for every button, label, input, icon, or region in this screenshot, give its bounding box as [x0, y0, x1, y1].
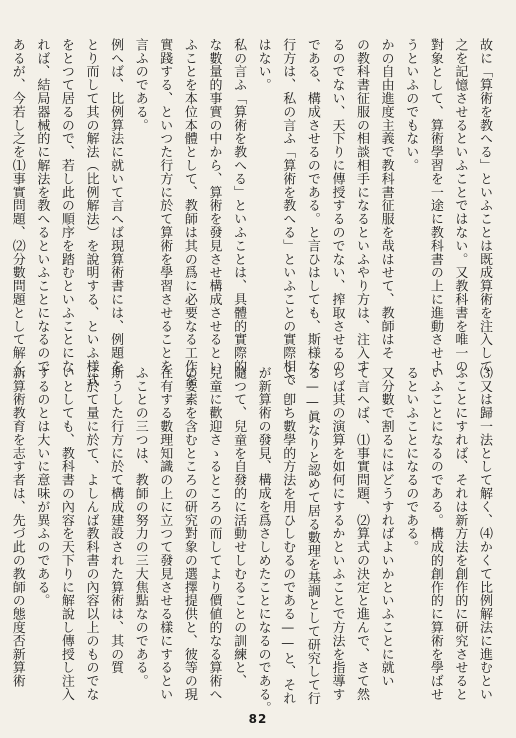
text-column: 對象として、算術學習を一途に教科書の上に進動させよ: [427, 38, 443, 373]
text-column: いとしても、教科書の內容を天下りに解說し傳授し注入: [58, 366, 74, 701]
text-column: ふことの三つは、教師の努力の三大焦點なのである。: [132, 366, 148, 688]
text-column: るのでない、天下りに傳授するのでない、搾取させるの: [329, 38, 345, 373]
text-column: 隨つて、兒童を自發的に活動せしむることの訓練と、: [231, 366, 247, 688]
text-column: である、構成させるのである。と言ひはしても、斯様な: [304, 38, 320, 373]
text-column: れば、結局器械的に解法を教へるといふことになるので: [34, 38, 50, 373]
text-column: とり而して其の解法（比例解法）を說明する、といふ様式: [83, 38, 99, 387]
upper-text-block: [9, 38, 496, 387]
text-column: 斯うした行方に於て構成建設された算術は、其の質: [108, 366, 124, 675]
text-column: するのとは大いに意味が異ふのである。: [34, 366, 50, 608]
text-column: く、卽ち數學的方法を用ひしむるのである——と、それ: [280, 366, 296, 705]
text-column: いふことになるのである。構成的創作的に算術を學ばせ: [427, 366, 443, 701]
text-column: らば其の演算を如何にするかといふことで方法を指導す: [329, 366, 345, 701]
text-column: をとつて居るので、若し此の順序を踏むといふことにな: [58, 38, 74, 373]
text-column: るといふことになるのである。: [403, 366, 419, 554]
text-column: 行方は、私の言ふ「算術を教へる」といふことの實際相で: [280, 38, 296, 387]
text-column: な數量的事實の中から、算術を發見させ構成させるとい: [206, 38, 222, 373]
text-column: 實踐する、といつた行方に於て算術を學習させることを: [157, 38, 173, 373]
text-column: の教科書征服の相談相手になるといふやり方は、注入す: [354, 38, 370, 373]
text-column: の要素を含むところの研究對象の選擇提供と、彼等の現: [181, 366, 197, 701]
text-column: ふことにすれば、それは新方法を創作的に研究させると: [452, 366, 468, 701]
text-column: かの自由進度主義で教科書征服を哉はせて、教師はそ: [378, 38, 394, 360]
text-column: 例へば、比例算法に就いて言へば現算術書には、例題を: [108, 38, 124, 373]
text-column: 新算術教育を志す者は、先づ此の教師の態度否新算術: [9, 366, 25, 688]
text-column: 之を記憶させるといふことではない。又教科書を唯一の: [452, 38, 468, 373]
text-column: 兒童に歡迎さゝるところの而してより價値的なる算術へ: [206, 366, 222, 701]
page-number: 82: [248, 712, 268, 726]
text-column: 私の言ふ「算術を教へる」といふことは、具體的實際的: [231, 38, 247, 373]
text-column: に於て量に於て、よしんば教科書の內容以上のものでな: [83, 366, 99, 701]
text-column: 又分數で割るにはどうすればよいかといふことに就い: [378, 366, 394, 688]
text-column: が新算術の發見、構成を爲さしめたことになるのである。: [255, 366, 271, 715]
text-column: 故に「算術を教へる」といふことは既成算術を注入して: [477, 38, 492, 373]
text-column: て言へば、⑴事實問題、⑵算式の決定と進んで、さて然: [354, 366, 370, 701]
text-column: 在有する數理知識の上に立つて發見させる樣にするとい: [157, 366, 173, 701]
text-column: 言ふのである。: [132, 38, 148, 132]
text-column: はない。: [255, 38, 271, 92]
lower-text-block: [9, 366, 496, 715]
text-column: うといふのでもない。: [403, 38, 419, 172]
text-column: ふことを本位本體として、教師は其の爲に必要なる工作を: [181, 38, 197, 387]
text-column: ⑶又は歸一法として解く、⑷かくて比例解法に進むとい: [477, 366, 492, 701]
text-column: る——眞なりと認めて居る數理を基調として研究して行: [304, 366, 320, 705]
text-column: あるが、今若し之を⑴事實問題、⑵分數問題として解く、: [9, 38, 25, 387]
